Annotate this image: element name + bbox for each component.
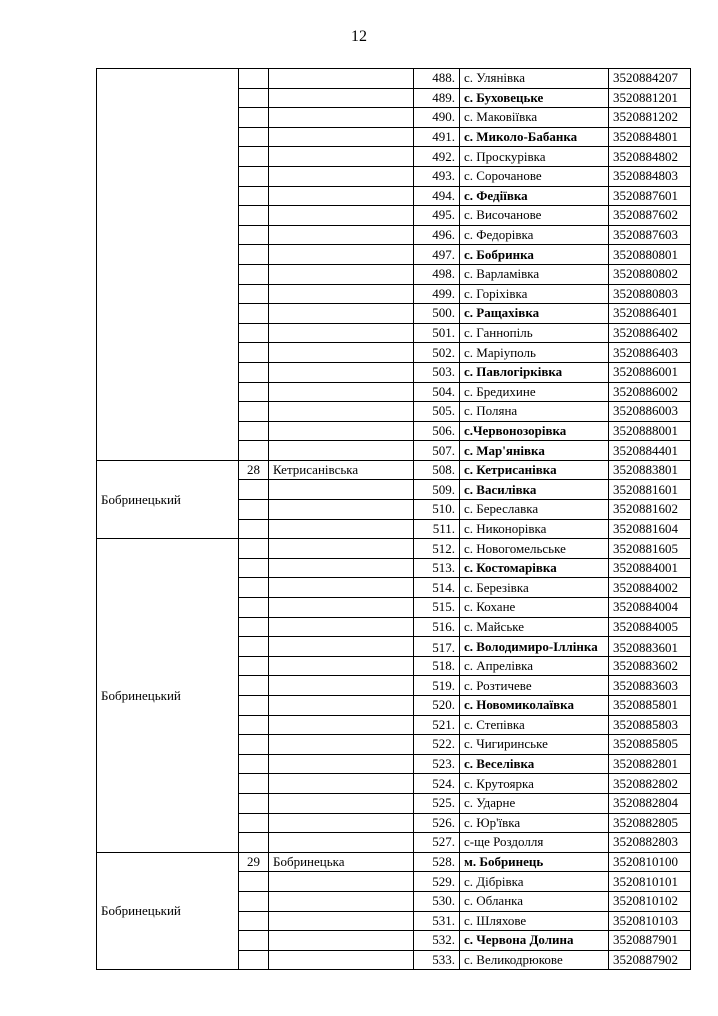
hromada-name-cell (269, 108, 414, 128)
koatuu-code-cell: 3520884002 (609, 578, 691, 598)
koatuu-code-cell: 3520884207 (609, 69, 691, 89)
row-number-cell: 529. (414, 872, 460, 892)
hromada-number-cell (239, 166, 269, 186)
hromada-name-cell (269, 911, 414, 931)
row-number-cell: 498. (414, 264, 460, 284)
koatuu-code-cell: 3520882804 (609, 793, 691, 813)
settlement-name-cell: с. Новогомельське (460, 539, 609, 559)
hromada-number-cell (239, 284, 269, 304)
koatuu-code-cell: 3520884001 (609, 558, 691, 578)
settlement-name-cell: с. Кохане (460, 598, 609, 618)
hromada-number-cell (239, 500, 269, 520)
hromada-number-cell (239, 402, 269, 422)
settlement-name-cell: с-ще Роздолля (460, 833, 609, 853)
table-row (97, 69, 691, 89)
row-number-cell: 514. (414, 578, 460, 598)
row-number-cell: 504. (414, 382, 460, 402)
hromada-name-cell (269, 206, 414, 226)
koatuu-code-cell: 3520885803 (609, 715, 691, 735)
hromada-name-cell (269, 362, 414, 382)
settlement-name-cell: с. Костомарівка (460, 558, 609, 578)
row-number-cell: 508. (414, 460, 460, 480)
hromada-name-cell (269, 323, 414, 343)
hromada-name-cell (269, 735, 414, 755)
hromada-number-cell (239, 696, 269, 716)
hromada-name-cell (269, 186, 414, 206)
settlement-name-cell: м. Бобринець (460, 852, 609, 872)
settlement-name-cell: с. Ращахівка (460, 304, 609, 324)
hromada-number-cell (239, 519, 269, 539)
hromada-number-cell (239, 480, 269, 500)
hromada-name-cell (269, 225, 414, 245)
row-number-cell: 491. (414, 127, 460, 147)
koatuu-code-cell: 3520887601 (609, 186, 691, 206)
row-number-cell: 503. (414, 362, 460, 382)
hromada-number-cell (239, 891, 269, 911)
hromada-number-cell (239, 441, 269, 461)
settlement-name-cell: с. Федорівка (460, 225, 609, 245)
settlement-name-cell: с. Павлогірківка (460, 362, 609, 382)
hromada-name-cell: Кетрисанівська (269, 460, 414, 480)
settlement-name-cell: с. Бредихине (460, 382, 609, 402)
hromada-name-cell (269, 637, 414, 657)
hromada-name-cell (269, 656, 414, 676)
row-number-cell: 522. (414, 735, 460, 755)
settlements-table (96, 68, 691, 970)
koatuu-code-cell: 3520881605 (609, 539, 691, 559)
table-row (97, 539, 691, 559)
row-number-cell: 507. (414, 441, 460, 461)
row-number-cell: 521. (414, 715, 460, 735)
settlement-name-cell: с. Червона Долина (460, 931, 609, 951)
hromada-number-cell (239, 225, 269, 245)
row-number-cell: 499. (414, 284, 460, 304)
settlement-name-cell: с. Проскурівка (460, 147, 609, 167)
hromada-name-cell (269, 833, 414, 853)
koatuu-code-cell: 3520882803 (609, 833, 691, 853)
settlement-name-cell: с. Крутоярка (460, 774, 609, 794)
settlement-name-cell: с. Володимиро-Іллінка (460, 637, 609, 657)
settlement-name-cell: с. Никонорівка (460, 519, 609, 539)
hromada-number-cell (239, 245, 269, 265)
koatuu-code-cell: 3520886402 (609, 323, 691, 343)
hromada-name-cell (269, 696, 414, 716)
row-number-cell: 511. (414, 519, 460, 539)
settlement-name-cell: с. Шляхове (460, 911, 609, 931)
hromada-name-cell (269, 813, 414, 833)
settlement-name-cell: с. Миколо-Бабанка (460, 127, 609, 147)
hromada-number-cell (239, 186, 269, 206)
koatuu-code-cell: 3520886403 (609, 343, 691, 363)
settlement-name-cell: с. Поляна (460, 402, 609, 422)
settlement-name-cell: с. Кетрисанівка (460, 460, 609, 480)
koatuu-code-cell: 3520886001 (609, 362, 691, 382)
row-number-cell: 520. (414, 696, 460, 716)
row-number-cell: 513. (414, 558, 460, 578)
settlement-name-cell: с. Великодрюкове (460, 950, 609, 970)
district-cell: Бобринецький (97, 460, 239, 538)
hromada-number-cell (239, 598, 269, 618)
hromada-number-cell (239, 578, 269, 598)
row-number-cell: 525. (414, 793, 460, 813)
koatuu-code-cell: 3520884801 (609, 127, 691, 147)
koatuu-code-cell: 3520883801 (609, 460, 691, 480)
koatuu-code-cell: 3520810101 (609, 872, 691, 892)
hromada-number-cell: 29 (239, 852, 269, 872)
hromada-name-cell (269, 774, 414, 794)
row-number-cell: 496. (414, 225, 460, 245)
settlement-name-cell: с. Дібрівка (460, 872, 609, 892)
hromada-number-cell (239, 637, 269, 657)
hromada-name-cell (269, 421, 414, 441)
hromada-name-cell (269, 69, 414, 89)
hromada-number-cell: 28 (239, 460, 269, 480)
koatuu-code-cell: 3520887602 (609, 206, 691, 226)
koatuu-code-cell: 3520887603 (609, 225, 691, 245)
settlement-name-cell: с. Василівка (460, 480, 609, 500)
hromada-number-cell (239, 833, 269, 853)
hromada-number-cell (239, 872, 269, 892)
row-number-cell: 494. (414, 186, 460, 206)
hromada-name-cell (269, 304, 414, 324)
settlement-name-cell: с. Новомиколаївка (460, 696, 609, 716)
hromada-name-cell (269, 950, 414, 970)
settlement-name-cell: с. Височанове (460, 206, 609, 226)
hromada-number-cell (239, 617, 269, 637)
settlement-name-cell: с. Варламівка (460, 264, 609, 284)
hromada-name-cell (269, 617, 414, 637)
hromada-name-cell (269, 891, 414, 911)
settlement-name-cell: с. Юр'ївка (460, 813, 609, 833)
page-number: 12 (351, 28, 367, 45)
hromada-number-cell (239, 754, 269, 774)
hromada-name-cell (269, 480, 414, 500)
hromada-number-cell (239, 304, 269, 324)
settlement-name-cell: с. Обланка (460, 891, 609, 911)
row-number-cell: 527. (414, 833, 460, 853)
hromada-number-cell (239, 323, 269, 343)
row-number-cell: 510. (414, 500, 460, 520)
hromada-number-cell (239, 793, 269, 813)
hromada-number-cell (239, 88, 269, 108)
koatuu-code-cell: 3520881201 (609, 88, 691, 108)
koatuu-code-cell: 3520884004 (609, 598, 691, 618)
koatuu-code-cell: 3520882801 (609, 754, 691, 774)
row-number-cell: 532. (414, 931, 460, 951)
settlement-name-cell: с. Апрелівка (460, 656, 609, 676)
hromada-name-cell (269, 558, 414, 578)
hromada-name-cell (269, 402, 414, 422)
hromada-name-cell (269, 264, 414, 284)
koatuu-code-cell: 3520881601 (609, 480, 691, 500)
koatuu-code-cell: 3520884803 (609, 166, 691, 186)
koatuu-code-cell: 3520887902 (609, 950, 691, 970)
koatuu-code-cell: 3520886002 (609, 382, 691, 402)
hromada-name-cell (269, 539, 414, 559)
settlement-name-cell: с. Маріуполь (460, 343, 609, 363)
koatuu-code-cell: 3520886401 (609, 304, 691, 324)
hromada-name-cell (269, 245, 414, 265)
settlement-name-cell: с. Майське (460, 617, 609, 637)
hromada-number-cell (239, 558, 269, 578)
row-number-cell: 530. (414, 891, 460, 911)
settlement-name-cell: с. Маковіївка (460, 108, 609, 128)
hromada-name-cell (269, 88, 414, 108)
row-number-cell: 515. (414, 598, 460, 618)
koatuu-code-cell: 3520885805 (609, 735, 691, 755)
row-number-cell: 516. (414, 617, 460, 637)
hromada-name-cell (269, 147, 414, 167)
row-number-cell: 518. (414, 656, 460, 676)
koatuu-code-cell: 3520880802 (609, 264, 691, 284)
district-cell: Бобринецький (97, 852, 239, 970)
koatuu-code-cell: 3520884005 (609, 617, 691, 637)
row-number-cell: 512. (414, 539, 460, 559)
hromada-number-cell (239, 656, 269, 676)
hromada-number-cell (239, 813, 269, 833)
settlement-name-cell: с. Мар'янівка (460, 441, 609, 461)
koatuu-code-cell: 3520888001 (609, 421, 691, 441)
koatuu-code-cell: 3520882805 (609, 813, 691, 833)
hromada-number-cell (239, 774, 269, 794)
koatuu-code-cell: 3520883602 (609, 656, 691, 676)
row-number-cell: 500. (414, 304, 460, 324)
koatuu-code-cell: 3520885801 (609, 696, 691, 716)
row-number-cell: 489. (414, 88, 460, 108)
hromada-number-cell (239, 931, 269, 951)
row-number-cell: 519. (414, 676, 460, 696)
hromada-number-cell (239, 206, 269, 226)
hromada-number-cell (239, 735, 269, 755)
settlement-name-cell: с. Улянівка (460, 69, 609, 89)
hromada-name-cell (269, 793, 414, 813)
settlement-name-cell: с. Ударне (460, 793, 609, 813)
koatuu-code-cell: 3520880803 (609, 284, 691, 304)
hromada-name-cell (269, 519, 414, 539)
koatuu-code-cell: 3520884401 (609, 441, 691, 461)
hromada-number-cell (239, 715, 269, 735)
koatuu-code-cell: 3520810100 (609, 852, 691, 872)
settlement-name-cell: с. Бобринка (460, 245, 609, 265)
hromada-number-cell (239, 147, 269, 167)
hromada-name-cell (269, 441, 414, 461)
table-row (97, 460, 691, 480)
row-number-cell: 502. (414, 343, 460, 363)
hromada-number-cell (239, 343, 269, 363)
hromada-name-cell (269, 598, 414, 618)
hromada-name-cell (269, 715, 414, 735)
settlement-name-cell: с. Ганнопіль (460, 323, 609, 343)
hromada-number-cell (239, 421, 269, 441)
row-number-cell: 488. (414, 69, 460, 89)
table-row (97, 852, 691, 872)
hromada-number-cell (239, 382, 269, 402)
row-number-cell: 501. (414, 323, 460, 343)
hromada-number-cell (239, 264, 269, 284)
koatuu-code-cell: 3520887901 (609, 931, 691, 951)
row-number-cell: 505. (414, 402, 460, 422)
hromada-name-cell (269, 284, 414, 304)
koatuu-code-cell: 3520881604 (609, 519, 691, 539)
settlement-name-cell: с. Федіївка (460, 186, 609, 206)
hromada-number-cell (239, 911, 269, 931)
hromada-name-cell (269, 166, 414, 186)
hromada-name-cell (269, 343, 414, 363)
row-number-cell: 526. (414, 813, 460, 833)
koatuu-code-cell: 3520883603 (609, 676, 691, 696)
hromada-number-cell (239, 108, 269, 128)
hromada-name-cell (269, 127, 414, 147)
hromada-number-cell (239, 362, 269, 382)
row-number-cell: 497. (414, 245, 460, 265)
koatuu-code-cell: 3520884802 (609, 147, 691, 167)
koatuu-code-cell: 3520881202 (609, 108, 691, 128)
hromada-number-cell (239, 539, 269, 559)
district-cell: Бобринецький (97, 539, 239, 853)
row-number-cell: 528. (414, 852, 460, 872)
settlement-name-cell: с. Березівка (460, 578, 609, 598)
hromada-name-cell (269, 676, 414, 696)
hromada-name-cell (269, 931, 414, 951)
settlement-name-cell: с. Береславка (460, 500, 609, 520)
row-number-cell: 493. (414, 166, 460, 186)
row-number-cell: 495. (414, 206, 460, 226)
hromada-number-cell (239, 676, 269, 696)
koatuu-code-cell: 3520883601 (609, 637, 691, 657)
hromada-name-cell (269, 872, 414, 892)
row-number-cell: 533. (414, 950, 460, 970)
row-number-cell: 490. (414, 108, 460, 128)
settlement-name-cell: с.Червонозорівка (460, 421, 609, 441)
row-number-cell: 506. (414, 421, 460, 441)
settlement-name-cell: с. Чигиринське (460, 735, 609, 755)
settlement-name-cell: с. Розтичеве (460, 676, 609, 696)
settlement-name-cell: с. Веселівка (460, 754, 609, 774)
row-number-cell: 509. (414, 480, 460, 500)
hromada-number-cell (239, 127, 269, 147)
row-number-cell: 517. (414, 637, 460, 657)
settlement-name-cell: с. Степівка (460, 715, 609, 735)
settlement-name-cell: с. Буховецьке (460, 88, 609, 108)
settlement-name-cell: с. Горіхівка (460, 284, 609, 304)
koatuu-code-cell: 3520886003 (609, 402, 691, 422)
koatuu-code-cell: 3520810102 (609, 891, 691, 911)
koatuu-code-cell: 3520882802 (609, 774, 691, 794)
row-number-cell: 531. (414, 911, 460, 931)
hromada-number-cell (239, 69, 269, 89)
hromada-name-cell: Бобринецька (269, 852, 414, 872)
hromada-name-cell (269, 754, 414, 774)
row-number-cell: 523. (414, 754, 460, 774)
row-number-cell: 492. (414, 147, 460, 167)
hromada-name-cell (269, 382, 414, 402)
district-cell (97, 69, 239, 461)
row-number-cell: 524. (414, 774, 460, 794)
hromada-name-cell (269, 500, 414, 520)
hromada-name-cell (269, 578, 414, 598)
settlement-name-cell: с. Сорочанове (460, 166, 609, 186)
koatuu-code-cell: 3520880801 (609, 245, 691, 265)
koatuu-code-cell: 3520881602 (609, 500, 691, 520)
koatuu-code-cell: 3520810103 (609, 911, 691, 931)
hromada-number-cell (239, 950, 269, 970)
